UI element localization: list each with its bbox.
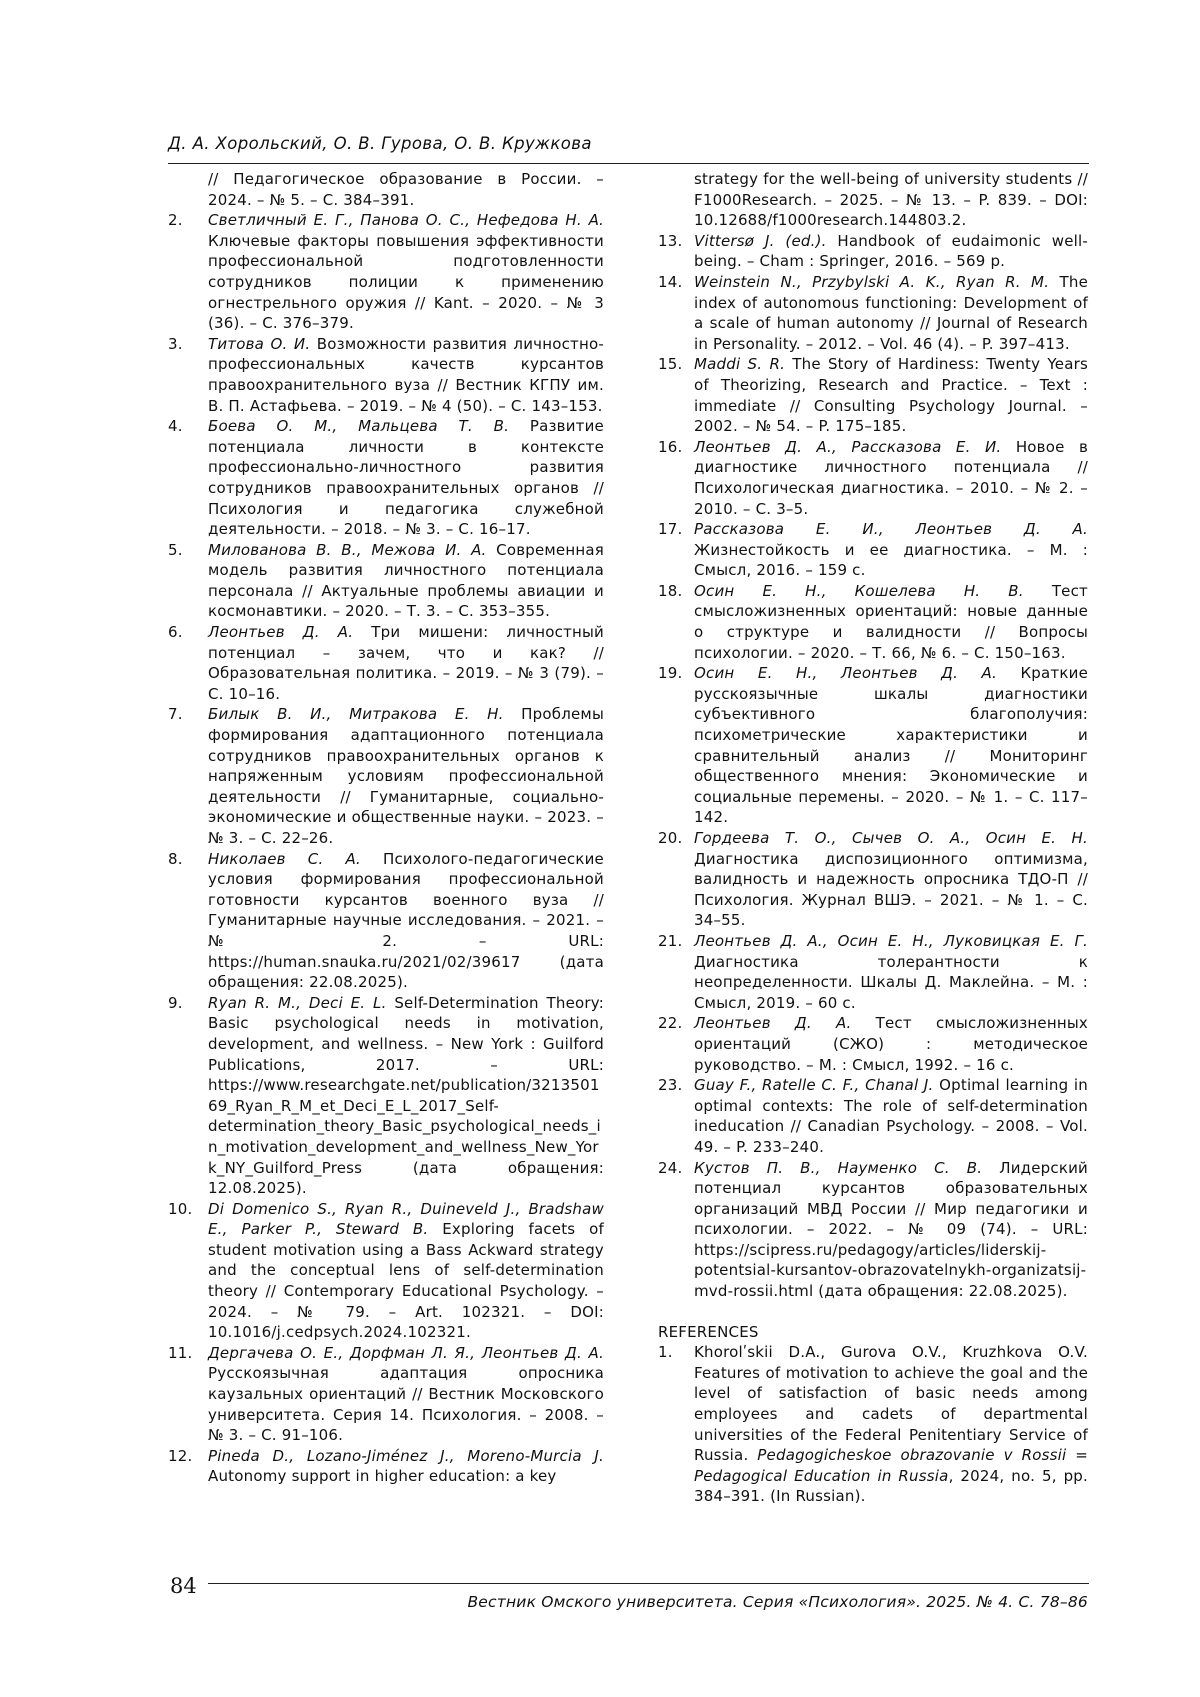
reference-body: The Story of Hardiness: Twenty Years of Theorizing, Research and Practice. – Text : immediate // Consulting Psychology Journal. – 2002. – № 54. – P. 175–185.	[694, 355, 1088, 436]
reference-body: Проблемы формирования адаптационного потенциала сотрудников правоохранительных органов к напряженным условиям профессиональной деятельности // Гуманитарные, социально-экономические и общественные науки. – 2023. – № 3. – С. 22–26.	[208, 705, 604, 847]
header-divider	[168, 163, 1089, 164]
reference-body: Диагностика толерантности к неопределенности. Шкалы Д. Маклейна. – М. : Смысл, 2019. – 60 с.	[694, 952, 1088, 1012]
reference-item	[168, 1199, 604, 1343]
reference-authors: Леонтьев Д. А., Рассказова Е. И.	[694, 437, 1002, 456]
reference-authors: Di Domenico S., Ryan R., Duineveld J., Bradshaw E., Parker P., Steward B.	[208, 1199, 604, 1239]
reference-item	[168, 704, 604, 848]
reference-authors: Боева О. М., Мальцева Т. В.	[208, 417, 510, 436]
reference-body: Русскоязычная адаптация опросника каузальных ориентаций // Вестник Московского университета. Серия 14. Психология. – 2008. – № 3. – С. 91–106.	[208, 1364, 604, 1445]
reference-text	[208, 210, 604, 334]
reference-number: 19.	[658, 664, 683, 683]
reference-authors: Pineda D., Lozano-Jiménez J., Moreno-Murcia J.	[208, 1446, 604, 1465]
reference-item	[168, 622, 604, 704]
reference-item	[168, 210, 604, 334]
translit-reference-list	[658, 1342, 1088, 1507]
reference-item	[658, 1013, 1088, 1075]
reference-authors: Гордеева Т. О., Сычев О. А., Осин Е. Н.	[694, 829, 1088, 847]
footer-divider	[208, 1583, 1089, 1584]
reference-item	[168, 993, 604, 1199]
reference-authors: Билык В. И., Митракова Е. Н.	[208, 705, 504, 724]
reference-authors: Рассказова Е. И., Леонтьев Д. А.	[694, 520, 1088, 539]
reference-body: Autonomy support in higher education: a key	[208, 1467, 557, 1486]
reference-authors: Леонтьев Д. А.	[694, 1014, 852, 1033]
reference-authors: Осин Е. Н., Леонтьев Д. А.	[694, 664, 997, 683]
reference-text	[208, 1199, 604, 1343]
reference-number: 14.	[658, 272, 683, 291]
reference-body: Handbook of eudaimonic well-being. – Cham : Springer, 2016. – 569 p.	[694, 231, 1088, 271]
reference-text	[694, 1158, 1088, 1302]
translit-reference-item	[658, 1342, 1088, 1507]
reference-text	[208, 704, 604, 848]
reference-body: Optimal learning in optimal contexts: The role of self-determination ineducation // Canadian Psychology. – 2008. – Vol. 49. – P. 233–240.	[694, 1076, 1088, 1156]
reference-authors: Guay F., Ratelle C. F., Chanal J.	[694, 1076, 934, 1095]
reference-text	[208, 1446, 604, 1487]
reference-text	[208, 334, 604, 416]
reference-number: 22.	[658, 1014, 683, 1033]
references-heading: REFERENCES	[658, 1322, 759, 1341]
reference-number: 6.	[168, 623, 183, 642]
reference-body: Диагностика диспозиционного оптимизма, валидность и надежность опросника ТДО-П // Психология. Журнал ВШЭ. – 2021. – № 1. – С. 34–55.	[694, 849, 1088, 930]
reference-text	[208, 1343, 604, 1446]
reference-item	[658, 581, 1088, 663]
left-reference-list	[168, 210, 604, 1487]
reference-journal-title: Pedagogicheskoe obrazovanie v Rossii = Pedagogical Education in Russia	[694, 1446, 1088, 1485]
reference-number: 23.	[658, 1076, 683, 1095]
reference-number: 15.	[658, 355, 683, 374]
reference-number: 12.	[168, 1446, 193, 1465]
reference-number: 10.	[168, 1199, 193, 1218]
reference-authors: Maddi S. R.	[694, 355, 786, 374]
reference-authors: Милованова В. В., Межова И. А.	[208, 540, 487, 559]
page-number: 84	[170, 1574, 197, 1598]
reference-number: 9.	[168, 993, 183, 1012]
reference-continuation: strategy for the well-being of university students // F1000Research. – 2025. – № 13. – P. 839. – DOI: 10.12688/f1000research.144803.2.	[694, 170, 1088, 230]
reference-number: 18.	[658, 581, 683, 600]
reference-text	[208, 849, 604, 993]
reference-text	[694, 519, 1088, 581]
reference-body: Жизнестойкость и ее диагностика. – М. : Смысл, 2016. – 159 с.	[694, 540, 1088, 580]
reference-item	[658, 1075, 1088, 1157]
reference-text	[694, 272, 1088, 354]
reference-text	[694, 1013, 1088, 1075]
reference-text	[208, 622, 604, 704]
reference-body: The index of autonomous functioning: Development of a scale of human autonomy // Journal of Research in Personality. – 2012. – Vol. 46 (4). – P. 397–413.	[694, 272, 1088, 353]
reference-item	[168, 849, 604, 993]
reference-body: Ключевые факторы повышения эффективности профессиональной подготовленности сотрудников полиции к применению огнестрельного оружия // Kant. – 2020. – № 3 (36). – С. 376–379.	[208, 231, 604, 333]
right-reference-list	[658, 231, 1088, 1302]
reference-authors: Леонтьев Д. А.	[208, 623, 354, 642]
reference-number: 8.	[168, 849, 183, 868]
reference-body: Exploring facets of student motivation using a Bass Ackward strategy and the conceptual lens of self-determination theory // Contemporary Educational Psychology. – 2024. – № 79. – Art. 102321. – DOI: 10.1016/j.cedpsych.2024.102321.	[208, 1220, 604, 1342]
reference-body: Возможности развития личностно-профессиональных качеств курсантов правоохранительного вуза // Вестник КГПУ им. В. П. Астафьева. – 2019. – № 4 (50). – С. 143–153.	[208, 334, 604, 415]
reference-number: 1.	[658, 1343, 673, 1362]
reference-item	[168, 334, 604, 416]
reference-authors: Николаев С. А.	[208, 849, 361, 868]
reference-item	[658, 354, 1088, 436]
reference-authors: Кустов П. В., Науменко С. В.	[694, 1158, 983, 1177]
reference-item	[658, 231, 1088, 272]
reference-item	[168, 1446, 604, 1487]
reference-item	[658, 931, 1088, 1013]
reference-text	[694, 581, 1088, 663]
reference-text	[694, 663, 1088, 828]
reference-number: 21.	[658, 931, 683, 950]
reference-number: 2.	[168, 211, 183, 230]
reference-authors: Светличный Е. Г., Панова О. С., Нефедова Н. А.	[208, 211, 604, 230]
reference-body: Развитие потенциала личности в контексте профессионально-личностного развития сотрудников правоохранительных органов // Психология и педагогика служебной деятельности. – 2018. – № 3. – С. 16–17.	[208, 417, 604, 539]
reference-item	[658, 1158, 1088, 1302]
reference-item	[658, 437, 1088, 519]
running-header: Д. А. Хорольский, О. В. Гурова, О. В. Кружкова	[168, 134, 592, 153]
reference-text	[694, 1075, 1088, 1157]
reference-continuation: // Педагогическое образование в России. – 2024. – № 5. – С. 384–391.	[208, 170, 604, 209]
reference-number: 4.	[168, 417, 183, 436]
reference-item	[658, 519, 1088, 581]
reference-text	[694, 1342, 1088, 1507]
reference-body: Тест смысложизненных ориентаций: новые данные о структуре и валидности // Вопросы психологии. – 2020. – Т. 66, № 6. – С. 150–163.	[694, 581, 1088, 662]
reference-text	[208, 416, 604, 540]
reference-number: 20.	[658, 829, 683, 847]
reference-authors: Осин Е. Н., Кошелева Н. В.	[694, 581, 1024, 600]
reference-item	[168, 1343, 604, 1446]
reference-body: Современная модель развития личностного потенциала персонала // Актуальные проблемы авиации и космонавтики. – 2020. – Т. 3. – С. 353–355.	[208, 540, 604, 621]
reference-text	[208, 540, 604, 622]
reference-number: 13.	[658, 231, 683, 250]
left-column	[168, 169, 604, 1487]
reference-number: 7.	[168, 705, 183, 724]
reference-body: Психолого-педагогические условия формирования профессиональной готовности курсантов военного вуза // Гуманитарные научные исследования. – 2021. – № 2. – URL: https://human.snauka.ru/2021/02/39617 (дата обращения: 22.08.2025).	[208, 849, 604, 992]
reference-number: 11.	[168, 1343, 193, 1362]
reference-body: Khorolʹskii D.A., Gurova O.V., Kruzhkova O.V. Features of motivation to achieve the goal and the level of satisfaction of basic needs among employees and cadets of departmental universities of the Federal Penitentiary Service of Russia.	[694, 1343, 1088, 1465]
reference-text	[694, 354, 1088, 436]
reference-number: 5.	[168, 540, 183, 559]
reference-body: Новое в диагностике личностного потенциала // Психологическая диагностика. – 2010. – № 2. – 2010. – С. 3–5.	[694, 437, 1088, 518]
reference-authors: Vittersø J. (ed.).	[694, 231, 827, 250]
journal-citation: Вестник Омского университета. Серия «Психология». 2025. № 4. С. 78–86	[467, 1593, 1088, 1611]
reference-body: Лидерский потенциал курсантов образовательных организаций МВД России // Мир педагогики и психологии. – 2022. – № 09 (74). – URL: https://scipress.ru/pedagogy/articles/liderskij-potentsial-kursantov-obrazovatelnykh-organizatsij-mvd-rossii.html (дата обращения: 22.08.2025).	[694, 1158, 1088, 1301]
reference-item	[658, 663, 1088, 828]
reference-body-end: , 2024, no. 5, pp. 384–391. (In Russian).	[694, 1466, 1088, 1506]
reference-item	[658, 272, 1088, 354]
reference-text	[694, 828, 1088, 931]
reference-authors: Дергачева О. Е., Дорфман Л. Я., Леонтьев Д. А.	[208, 1343, 604, 1362]
reference-text	[208, 993, 604, 1199]
reference-text	[694, 231, 1088, 272]
right-column	[658, 169, 1088, 1507]
reference-body: Краткие русскоязычные шкалы диагностики субъективного благополучия: психометрические характеристики и сравнительный анализ // Мониторинг общественного мнения: Экономические и социальные перемены. – 2020. – № 1. – С. 117–142.	[694, 664, 1088, 827]
reference-number: 17.	[658, 520, 683, 539]
reference-body: Три мишени: личностный потенциал – зачем, что и как? // Образовательная политика. – 2019. – № 3 (79). – С. 10–16.	[208, 623, 604, 703]
reference-text	[694, 931, 1088, 1013]
reference-authors: Титова О. И.	[208, 334, 311, 353]
reference-item	[168, 540, 604, 622]
reference-text	[694, 437, 1088, 519]
reference-item	[168, 416, 604, 540]
reference-number: 16.	[658, 437, 683, 456]
reference-authors: Леонтьев Д. А., Осин Е. Н., Луковицкая Е. Г.	[694, 931, 1088, 950]
reference-number: 24.	[658, 1158, 683, 1177]
reference-body: Self-Determination Theory: Basic psychological needs in motivation, development, and wellness. – New York : Guilford Publications, 2017. – URL: https://www.researchgate.net/publication/321350169_Ryan_R_M_et_Deci_E_L_2017_Self-determination_theory_Basic_psychological_needs_in_motivation_development_and_wellness_New_York_NY_Guilford_Press (дата обращения: 12.08.2025).	[208, 993, 604, 1198]
reference-body: Тест смысложизненных ориентаций (СЖО) : методическое руководство. – М. : Смысл, 1992. – 16 с.	[694, 1014, 1088, 1074]
reference-authors: Ryan R. M., Deci E. L.	[208, 993, 387, 1012]
reference-number: 3.	[168, 334, 183, 353]
reference-authors: Weinstein N., Przybylski A. K., Ryan R. M.	[694, 272, 1050, 291]
reference-item	[658, 828, 1088, 931]
